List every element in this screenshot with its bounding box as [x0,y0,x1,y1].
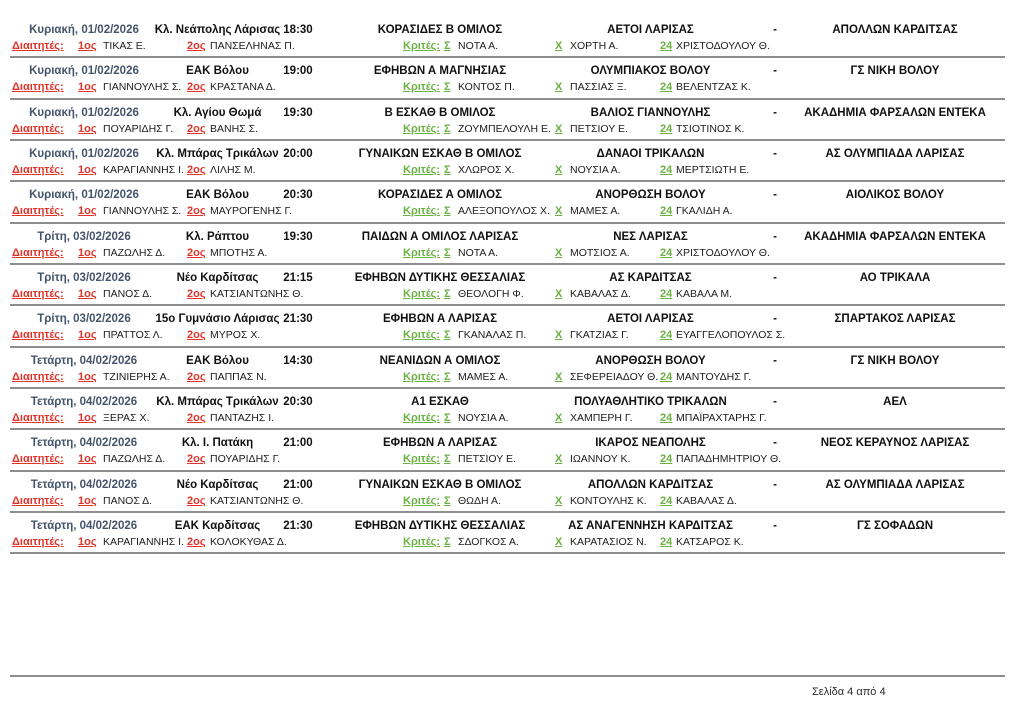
scorer-name: ΣΔΟΓΚΟΣ Α. [458,536,519,549]
first-referee-label: 1ος [78,329,97,342]
away-team: ΝΕΟΣ ΚΕΡΑΥΝΟΣ ΛΑΡΙΣΑΣ [820,437,970,450]
scorer-label: Σ [444,40,451,52]
second-referee-label: 2ος [187,494,206,507]
vs-dash: - [773,478,777,491]
first-referee-name: ΠΑΝΟΣ Δ. [103,288,153,301]
shotclock-name: ΓΚΑΛΙΔΗ Α. [676,205,733,218]
match-info-line [10,472,1005,493]
match-venue: Κλ. Μπάρας Τρικάλων [156,396,279,409]
match-row [10,17,1005,58]
match-info-line [10,348,1005,369]
second-referee-label: 2ος [187,122,206,135]
scorer-name: ΜΑΜΕΣ Α. [458,370,509,383]
first-referee-label: 1ος [78,370,97,383]
match-category: Α1 ΕΣΚΑΘ [411,396,469,409]
match-category: Β ΕΣΚΑΘ Β ΟΜΙΛΟΣ [384,106,496,119]
officials-line [10,81,1005,94]
judges-label: Κριτές: [403,288,441,301]
second-referee-name: ΚΟΛΟΚΥΘΑΣ Δ. [210,536,287,549]
vs-dash: - [773,148,777,161]
shotclock-label: 24 [660,205,673,218]
away-team: ΑΣ ΟΛΥΜΠΙΑΔΑ ΛΑΡΙΣΑΣ [825,148,965,161]
vs-dash: - [773,272,777,285]
match-venue: Νέο Καρδίτσας [176,272,259,285]
match-info-line [10,389,1005,410]
scorer-name: ΘΕΟΛΟΓΗ Φ. [458,288,524,301]
first-referee-label: 1ος [78,453,97,466]
officials-line [10,123,1005,136]
vs-dash: - [773,106,777,119]
match-time: 19:30 [283,106,313,119]
home-team: ΑΣ ΑΝΑΓΕΝΝΗΣΗ ΚΑΡΔΙΤΣΑΣ [568,520,733,533]
away-team: ΑΠΟΛΛΩΝ ΚΑΡΔΙΤΣΑΣ [832,24,958,36]
match-date: Κυριακή, 01/02/2026 [29,65,139,78]
away-team: ΑΕΛ [883,396,907,409]
away-team: ΓΣ ΝΙΚΗ ΒΟΛΟΥ [850,354,940,367]
second-referee-label: 2ος [187,205,206,218]
scorer-name: ΝΟΤΑ Α. [458,40,499,52]
officials-line [10,371,1005,384]
match-venue: Κλ. Αγίου Θωμά [173,106,262,119]
home-team: ΔΑΝΑΟΙ ΤΡΙΚΑΛΩΝ [596,148,705,161]
match-info-line [10,141,1005,162]
second-referee-name: ΜΠΟΤΗΣ Α. [210,246,268,259]
match-venue: ΕΑΚ Καρδίτσας [174,520,261,533]
match-time: 20:30 [283,396,313,409]
match-venue: Κλ. Ράπτου [185,230,250,243]
second-referee-name: ΒΑΝΗΣ Σ. [210,122,258,135]
match-venue: Κλ. Μπάρας Τρικάλων [156,148,279,161]
first-referee-label: 1ος [78,205,97,218]
second-referee-name: ΛΙΛΗΣ Μ. [210,164,256,177]
second-referee-name: ΜΑΥΡΟΓΕΝΗΣ Γ. [210,205,293,218]
home-team: ΙΚΑΡΟΣ ΝΕΑΠΟΛΗΣ [595,437,706,450]
home-team: ΝΕΣ ΛΑΡΙΣΑΣ [613,230,688,243]
first-referee-label: 1ος [78,494,97,507]
timer-label: Χ [555,40,563,52]
match-venue: Κλ. Νεάπολης Λάρισας [154,24,281,36]
match-date: Τρίτη, 03/02/2026 [37,272,131,285]
first-referee-label: 1ος [78,536,97,549]
match-category: ΕΦΗΒΩΝ ΔΥΤΙΚΗΣ ΘΕΣΣΑΛΙΑΣ [354,520,526,533]
scorer-label: Σ [444,494,451,507]
scorer-name: ΠΕΤΣΙΟΥ Ε. [458,453,516,466]
timer-name: ΧΟΡΤΗ Α. [570,40,619,52]
shotclock-label: 24 [660,246,673,259]
referees-label: Διαιτητές: [12,40,64,52]
referees-label: Διαιτητές: [12,122,64,135]
match-row [10,182,1005,223]
match-date: Τετάρτη, 04/02/2026 [30,396,138,409]
match-time: 18:30 [283,24,313,36]
officials-line [10,412,1005,425]
shotclock-name: ΕΥΑΓΓΕΛΟΠΟΥΛΟΣ Σ. [676,329,786,342]
second-referee-label: 2ος [187,81,206,94]
shotclock-name: ΚΑΒΑΛΑ Μ. [676,288,733,301]
away-team: ΣΠΑΡΤΑΚΟΣ ΛΑΡΙΣΑΣ [834,313,956,326]
vs-dash: - [773,354,777,367]
timer-name: ΠΑΣΣΙΑΣ Ξ. [570,81,627,94]
first-referee-label: 1ος [78,164,97,177]
match-date: Κυριακή, 01/02/2026 [29,148,139,161]
match-venue: 15ο Γυμνάσιο Λάρισας [155,313,280,326]
scorer-name: ΓΚΑΝΑΛΑΣ Π. [458,329,527,342]
timer-label: Χ [555,453,563,466]
scorer-label: Σ [444,370,451,383]
match-info-line [10,306,1005,327]
judges-label: Κριτές: [403,536,441,549]
referees-label: Διαιτητές: [12,536,64,549]
timer-name: ΝΟΥΣΙΑ Α. [570,164,621,177]
match-category: ΕΦΗΒΩΝ Α ΛΑΡΙΣΑΣ [382,437,498,450]
match-date: Τετάρτη, 04/02/2026 [30,437,138,450]
match-time: 19:00 [283,65,313,78]
timer-name: ΙΩΑΝΝΟΥ Κ. [570,453,631,466]
officials-line [10,205,1005,218]
referees-label: Διαιτητές: [12,205,64,218]
second-referee-label: 2ος [187,453,206,466]
match-time: 21:30 [283,520,313,533]
judges-label: Κριτές: [403,40,441,52]
away-team: ΑΣ ΟΛΥΜΠΙΑΔΑ ΛΑΡΙΣΑΣ [825,478,965,491]
scorer-label: Σ [444,288,451,301]
match-row [10,430,1005,471]
scorer-name: ΧΛΩΡΟΣ Χ. [458,164,515,177]
officials-line [10,247,1005,260]
away-team: ΑΚΑΔΗΜΙΑ ΦΑΡΣΑΛΩΝ ΕΝΤΕΚΑ [804,106,986,119]
referees-label: Διαιτητές: [12,288,64,301]
scorer-name: ΑΛΕΞΟΠΟΥΛΟΣ Χ. [458,205,550,218]
match-date: Τετάρτη, 04/02/2026 [30,478,138,491]
match-category: ΚΟΡΑΣΙΔΕΣ Β ΟΜΙΛΟΣ [377,24,503,36]
scorer-name: ΘΩΔΗ Α. [458,494,501,507]
match-info-line [10,58,1005,79]
match-category: ΠΑΙΔΩΝ Α ΟΜΙΛΟΣ ΛΑΡΙΣΑΣ [361,230,519,243]
second-referee-label: 2ος [187,536,206,549]
judges-label: Κριτές: [403,370,441,383]
away-team: ΑΙΟΛΙΚΟΣ ΒΟΛΟΥ [845,189,945,202]
shotclock-name: ΜΕΡΤΣΙΩΤΗ Ε. [676,164,750,177]
vs-dash: - [773,230,777,243]
home-team: ΑΕΤΟΙ ΛΑΡΙΣΑΣ [607,313,694,326]
second-referee-label: 2ος [187,370,206,383]
shotclock-name: ΤΣΙΟΤΙΝΟΣ Κ. [676,122,745,135]
away-team: ΓΣ ΝΙΚΗ ΒΟΛΟΥ [850,65,940,78]
officials-line [10,453,1005,466]
referees-label: Διαιτητές: [12,494,64,507]
timer-label: Χ [555,412,563,425]
match-time: 14:30 [283,354,313,367]
shotclock-name: ΜΑΝΤΟΥΔΗΣ Γ. [676,370,752,383]
first-referee-name: ΞΕΡΑΣ Χ. [103,412,150,425]
match-category: ΓΥΝΑΙΚΩΝ ΕΣΚΑΘ Β ΟΜΙΛΟΣ [358,478,522,491]
shotclock-label: 24 [660,81,673,94]
match-category: ΝΕΑΝΙΔΩΝ Α ΟΜΙΛΟΣ [379,354,501,367]
second-referee-name: ΜΥΡΟΣ Χ. [210,329,261,342]
home-team: ΑΝΟΡΘΩΣΗ ΒΟΛΟΥ [595,354,706,367]
scorer-label: Σ [444,246,451,259]
referees-label: Διαιτητές: [12,453,64,466]
vs-dash: - [773,437,777,450]
match-row [10,224,1005,265]
timer-name: ΜΑΜΕΣ Α. [570,205,621,218]
judges-label: Κριτές: [403,494,441,507]
first-referee-name: ΠΡΑΤΤΟΣ Λ. [103,329,163,342]
shotclock-label: 24 [660,536,673,549]
match-date: Κυριακή, 01/02/2026 [29,189,139,202]
match-date: Κυριακή, 01/02/2026 [29,24,139,36]
vs-dash: - [773,313,777,326]
second-referee-label: 2ος [187,246,206,259]
match-date: Τετάρτη, 04/02/2026 [30,520,138,533]
away-team: ΑΚΑΔΗΜΙΑ ΦΑΡΣΑΛΩΝ ΕΝΤΕΚΑ [804,230,986,243]
match-time: 20:00 [283,148,313,161]
second-referee-name: ΠΟΥΑΡΙΔΗΣ Γ. [210,453,281,466]
vs-dash: - [773,65,777,78]
match-row [10,389,1005,430]
officials-line [10,495,1005,508]
home-team: ΠΟΛΥΑΘΛΗΤΙΚΟ ΤΡΙΚΑΛΩΝ [574,396,727,409]
page-number: Σελίδα 4 από 4 [812,686,886,698]
timer-name: ΠΕΤΣΙΟΥ Ε. [570,122,628,135]
vs-dash: - [773,520,777,533]
referees-label: Διαιτητές: [12,164,64,177]
timer-label: Χ [555,370,563,383]
match-info-line [10,100,1005,121]
vs-dash: - [773,396,777,409]
home-team: ΑΝΟΡΘΩΣΗ ΒΟΛΟΥ [595,189,706,202]
second-referee-name: ΚΑΤΣΙΑΝΤΩΝΗΣ Θ. [210,494,304,507]
first-referee-label: 1ος [78,412,97,425]
first-referee-name: ΠΑΖΩΛΗΣ Δ. [103,246,166,259]
match-row [10,265,1005,306]
match-category: ΕΦΗΒΩΝ Α ΛΑΡΙΣΑΣ [382,313,498,326]
timer-name: ΧΑΜΠΕΡΗ Γ. [570,412,633,425]
timer-label: Χ [555,494,563,507]
officials-line [10,164,1005,177]
judges-label: Κριτές: [403,81,441,94]
match-time: 19:30 [283,230,313,243]
officials-line [10,329,1005,342]
officials-line [10,288,1005,301]
first-referee-label: 1ος [78,81,97,94]
shotclock-label: 24 [660,329,673,342]
match-category: ΕΦΗΒΩΝ Α ΜΑΓΝΗΣΙΑΣ [373,65,507,78]
first-referee-label: 1ος [78,246,97,259]
second-referee-label: 2ος [187,329,206,342]
second-referee-label: 2ος [187,40,206,52]
second-referee-name: ΚΡΑΣΤΑΝΑ Δ. [210,81,276,94]
scorer-label: Σ [444,412,451,425]
match-venue: ΕΑΚ Βόλου [186,189,249,202]
timer-label: Χ [555,205,563,218]
shotclock-name: ΜΠΑΪΡΑΧΤΑΡΗΣ Γ. [676,412,767,425]
match-row [10,100,1005,141]
match-row [10,141,1005,182]
first-referee-name: ΓΙΑΝΝΟΥΛΗΣ Σ. [103,81,182,94]
second-referee-name: ΠΑΠΠΑΣ Ν. [210,370,267,383]
scorer-label: Σ [444,81,451,94]
timer-name: ΚΟΝΤΟΥΛΗΣ Κ. [570,494,647,507]
shotclock-label: 24 [660,40,673,52]
shotclock-label: 24 [660,494,673,507]
match-row [10,58,1005,99]
shotclock-name: ΚΑΒΑΛΑΣ Δ. [676,494,737,507]
match-info-line [10,17,1005,38]
second-referee-label: 2ος [187,164,206,177]
away-team: ΓΣ ΣΟΦΑΔΩΝ [856,520,934,533]
match-row [10,472,1005,513]
judges-label: Κριτές: [403,246,441,259]
scorer-label: Σ [444,536,451,549]
timer-name: ΓΚΑΤΖΙΑΣ Γ. [570,329,629,342]
scorer-name: ΚΟΝΤΟΣ Π. [458,81,515,94]
scorer-name: ΝΟΤΑ Α. [458,246,499,259]
shotclock-name: ΠΑΠΑΔΗΜΗΤΡΙΟΥ Θ. [676,453,782,466]
match-date: Τρίτη, 03/02/2026 [37,313,131,326]
match-info-line [10,265,1005,286]
vs-dash: - [773,24,777,36]
officials-line [10,40,1005,53]
scorer-name: ΝΟΥΣΙΑ Α. [458,412,509,425]
match-info-line [10,182,1005,203]
timer-label: Χ [555,536,563,549]
match-date: Τρίτη, 03/02/2026 [37,230,131,243]
match-category: ΕΦΗΒΩΝ ΔΥΤΙΚΗΣ ΘΕΣΣΑΛΙΑΣ [354,272,526,285]
match-date: Τετάρτη, 04/02/2026 [30,354,138,367]
judges-label: Κριτές: [403,205,441,218]
match-row [10,513,1005,554]
match-time: 21:30 [283,313,313,326]
footer-rule [10,675,1005,677]
timer-label: Χ [555,164,563,177]
second-referee-label: 2ος [187,288,206,301]
shotclock-label: 24 [660,370,673,383]
timer-label: Χ [555,81,563,94]
match-time: 21:00 [283,478,313,491]
timer-label: Χ [555,122,563,135]
judges-label: Κριτές: [403,453,441,466]
first-referee-name: ΠΑΖΩΛΗΣ Δ. [103,453,166,466]
first-referee-name: ΚΑΡΑΓΙΑΝΝΗΣ Ι. [103,536,184,549]
match-venue: Νέο Καρδίτσας [176,478,259,491]
first-referee-name: ΤΙΚΑΣ Ε. [103,40,146,52]
judges-label: Κριτές: [403,122,441,135]
match-time: 21:00 [283,437,313,450]
vs-dash: - [773,189,777,202]
shotclock-name: ΒΕΛΕΝΤΖΑΣ Κ. [676,81,751,94]
timer-name: ΚΑΡΑΤΑΣΙΟΣ Ν. [570,536,647,549]
home-team: ΑΠΟΛΛΩΝ ΚΑΡΔΙΤΣΑΣ [587,478,714,491]
home-team: ΟΛΥΜΠΙΑΚΟΣ ΒΟΛΟΥ [590,65,711,78]
shotclock-label: 24 [660,122,673,135]
referees-label: Διαιτητές: [12,81,64,94]
scorer-label: Σ [444,164,451,177]
match-venue: ΕΑΚ Βόλου [186,65,249,78]
match-venue: Κλ. Ι. Πατάκη [181,437,254,450]
home-team: ΑΕΤΟΙ ΛΑΡΙΣΑΣ [607,24,694,36]
match-time: 21:15 [283,272,313,285]
shotclock-label: 24 [660,453,673,466]
match-venue: ΕΑΚ Βόλου [186,354,249,367]
first-referee-name: ΚΑΡΑΓΙΑΝΝΗΣ Ι. [103,164,184,177]
officials-line [10,536,1005,549]
match-date: Κυριακή, 01/02/2026 [29,106,139,119]
shotclock-name: ΚΑΤΣΑΡΟΣ Κ. [676,536,744,549]
timer-name: ΜΟΤΣΙΟΣ Α. [570,246,630,259]
referees-label: Διαιτητές: [12,246,64,259]
home-team: ΑΣ ΚΑΡΔΙΤΣΑΣ [609,272,692,285]
second-referee-name: ΠΑΝΣΕΛΗΝΑΣ Π. [210,40,295,52]
scorer-name: ΖΟΥΜΠΕΛΟΥΛΗ Ε. [458,122,551,135]
shotclock-label: 24 [660,164,673,177]
match-info-line [10,430,1005,451]
home-team: ΒΑΛΙΟΣ ΓΙΑΝΝΟΥΛΗΣ [590,106,711,119]
first-referee-name: ΓΙΑΝΝΟΥΛΗΣ Σ. [103,205,182,218]
referees-label: Διαιτητές: [12,370,64,383]
scorer-label: Σ [444,205,451,218]
scorer-label: Σ [444,122,451,135]
shotclock-label: 24 [660,288,673,301]
referees-label: Διαιτητές: [12,329,64,342]
shotclock-name: ΧΡΙΣΤΟΔΟΥΛΟΥ Θ. [676,246,770,259]
scorer-label: Σ [444,453,451,466]
scorer-label: Σ [444,329,451,342]
match-info-line [10,224,1005,245]
judges-label: Κριτές: [403,412,441,425]
judges-label: Κριτές: [403,329,441,342]
match-category: ΚΟΡΑΣΙΔΕΣ Α ΟΜΙΛΟΣ [378,189,502,202]
timer-name: ΣΕΦΕΡΕΙΑΔΟΥ Θ. [570,370,659,383]
away-team: ΑΟ ΤΡΙΚΑΛΑ [859,272,931,285]
second-referee-name: ΚΑΤΣΙΑΝΤΩΝΗΣ Θ. [210,288,304,301]
first-referee-name: ΠΟΥΑΡΙΔΗΣ Γ. [103,122,174,135]
shotclock-name: ΧΡΙΣΤΟΔΟΥΛΟΥ Θ. [676,40,770,52]
referees-label: Διαιτητές: [12,412,64,425]
match-time: 20:30 [283,189,313,202]
timer-label: Χ [555,329,563,342]
match-list [10,17,1005,554]
match-row [10,348,1005,389]
first-referee-name: ΤΖΙΝΙΕΡΗΣ Α. [103,370,170,383]
timer-name: ΚΑΒΑΛΑΣ Δ. [570,288,631,301]
first-referee-label: 1ος [78,40,97,52]
second-referee-label: 2ος [187,412,206,425]
match-info-line [10,513,1005,534]
first-referee-name: ΠΑΝΟΣ Δ. [103,494,153,507]
judges-label: Κριτές: [403,164,441,177]
first-referee-label: 1ος [78,288,97,301]
match-row [10,306,1005,347]
match-category: ΓΥΝΑΙΚΩΝ ΕΣΚΑΘ Β ΟΜΙΛΟΣ [358,148,522,161]
first-referee-label: 1ος [78,122,97,135]
timer-label: Χ [555,246,563,259]
shotclock-label: 24 [660,412,673,425]
second-referee-name: ΠΑΝΤΑΖΗΣ Ι. [210,412,275,425]
timer-label: Χ [555,288,563,301]
